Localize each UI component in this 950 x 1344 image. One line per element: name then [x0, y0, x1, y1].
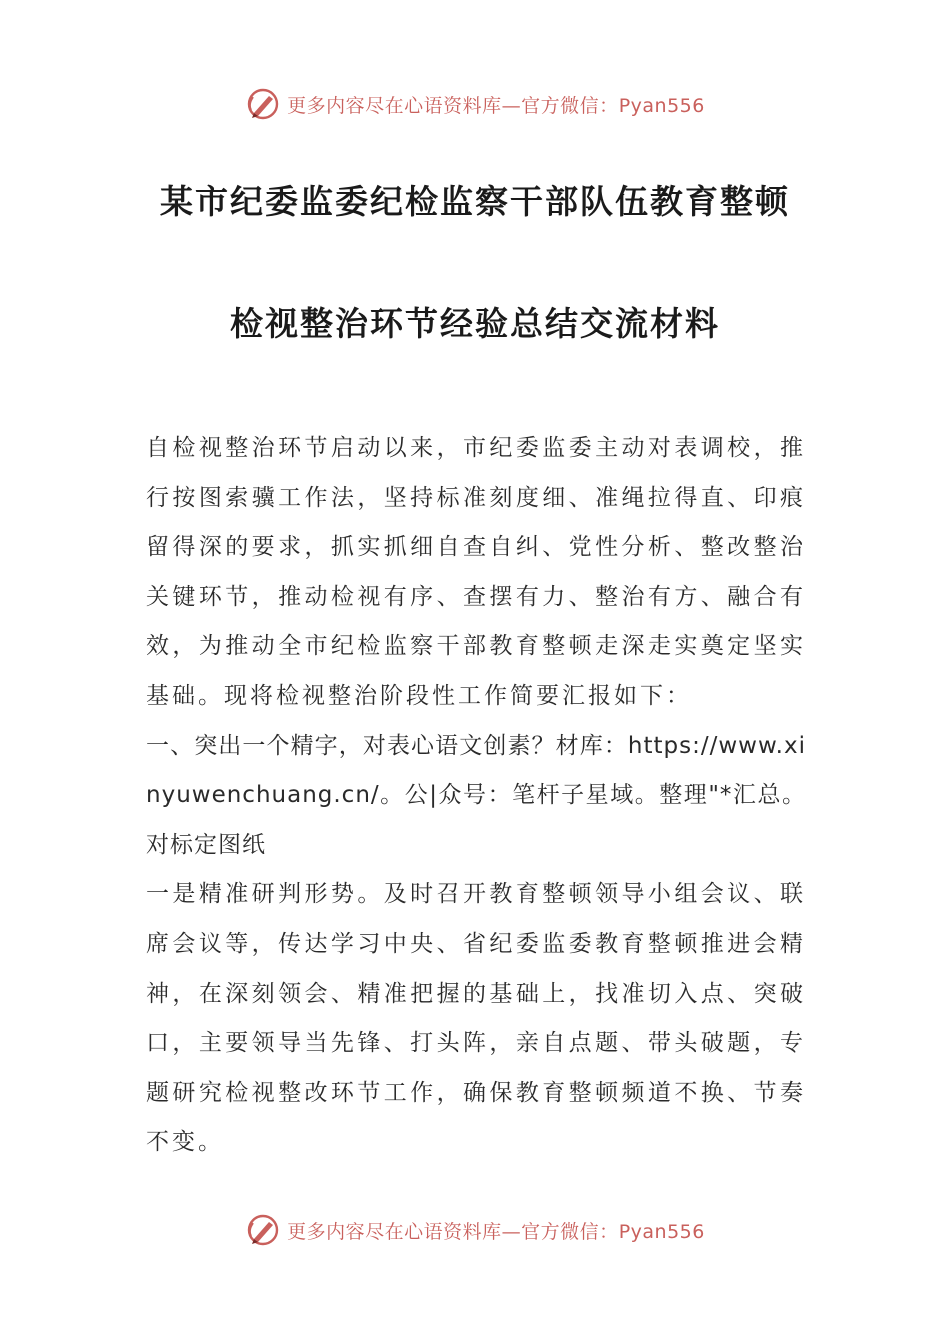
- watermark-text: 更多内容尽在心语资料库—官方微信：Pyan556: [287, 1220, 705, 1243]
- footer-watermark: [0, 1210, 950, 1250]
- document-body: [146, 424, 806, 1168]
- pen-circle-icon: [245, 86, 281, 122]
- document-title-line-2: 检视整治环节经验总结交流材料: [230, 304, 720, 343]
- header-watermark: [0, 84, 950, 124]
- paragraph-point-one: 一是精准研判形势。及时召开教育整顿领导小组会议、联席会议等，传达学习中央、省纪委监委教育整顿推进会精神，在深刻领会、精准把握的基础上，找准切入点、突破口，主要领导当先锋、打头阵，亲自点题、带头破题，专题研究检视整改环节工作，确保教育整顿频道不换、节奏不变。: [146, 881, 806, 1156]
- pen-circle-icon: [245, 1212, 281, 1248]
- document-title-line-1: 某市纪委监委纪检监察干部队伍教育整顿: [160, 182, 790, 221]
- paragraph-section-heading: 一、突出一个精字，对表心语文创素？材库：https://www.xinyuwenchuang.cn/。公|众号：笔杆子星域。整理"*汇总。对标定图纸: [146, 732, 806, 858]
- paragraph-intro: 自检视整治环节启动以来，市纪委监委主动对表调校，推行按图索骥工作法，坚持标准刻度细、准绳拉得直、印痕留得深的要求，抓实抓细自查自纠、党性分析、整改整治关键环节，推动检视有序、查摆有力、整治有方、融合有效，为推动全市纪检监察干部教育整顿走深走实奠定坚实基础。现将检视整治阶段性工作简要汇报如下：: [146, 435, 806, 709]
- watermark-text: 更多内容尽在心语资料库—官方微信：Pyan556: [287, 94, 705, 117]
